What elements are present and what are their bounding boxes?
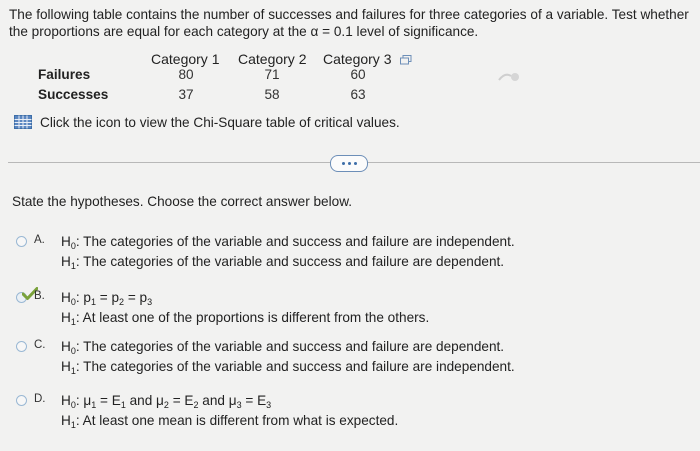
question-prompt: State the hypotheses. Choose the correct answer below. (12, 194, 353, 209)
column-header-category-2: Category 2 (238, 51, 307, 67)
option-c-h0-text: The categories of the variable and success and failure are dependent. (83, 339, 505, 354)
table-cell: 60 (350, 67, 366, 82)
table-cell: 37 (178, 87, 194, 102)
table-cell: 80 (178, 67, 194, 82)
chi-link-label[interactable]: Click the icon to view the Chi-Square table of critical values. (40, 114, 400, 130)
option-b-h0-formula: $H_0$: $p_1 = p_2 = p_3$ (61, 290, 153, 307)
option-letter: D. (34, 393, 46, 405)
option-d-h0-formula: $H_0$: $\mu_1 = E_1$ and $\mu_2 = E_2$ and $\mu_3 = E_3$ (61, 393, 272, 410)
radio-button[interactable] (16, 395, 27, 406)
problem-statement: The following table contains the number of successes and failures for three categories of a variable. Test whether the proportions are equal for each category at the α = 0.1 level of significance. (9, 7, 689, 39)
option-c-h1-text: The categories of the variable and success and failure are independent. (83, 359, 515, 374)
option-letter: A. (34, 234, 45, 246)
column-header-category-3: Category 3 (323, 51, 392, 67)
radio-button[interactable] (16, 341, 27, 352)
copy-icon[interactable] (400, 55, 412, 65)
decorative-mark (497, 70, 521, 82)
ellipsis-icon[interactable] (330, 155, 368, 172)
option-d-h1-text: At least one mean is different from what is expected. (82, 413, 399, 428)
chi-square-table-link[interactable] (14, 113, 400, 131)
radio-button[interactable] (16, 236, 27, 247)
option-a-h0-text: The categories of the variable and success and failure are independent. (83, 234, 515, 249)
grid-icon[interactable] (14, 115, 32, 129)
row-label-successes: Successes (38, 87, 109, 102)
row-label-failures: Failures (38, 67, 91, 82)
table-cell: 58 (264, 87, 280, 102)
option-letter: B. (34, 290, 45, 302)
table-cell: 71 (264, 67, 280, 82)
option-b-h1-text: At least one of the proportions is different from the others. (82, 310, 430, 325)
table-cell: 63 (350, 87, 366, 102)
option-letter: C. (34, 339, 46, 351)
column-header-category-1: Category 1 (151, 51, 220, 67)
option-a-h1-text: The categories of the variable and success and failure are dependent. (83, 254, 505, 269)
